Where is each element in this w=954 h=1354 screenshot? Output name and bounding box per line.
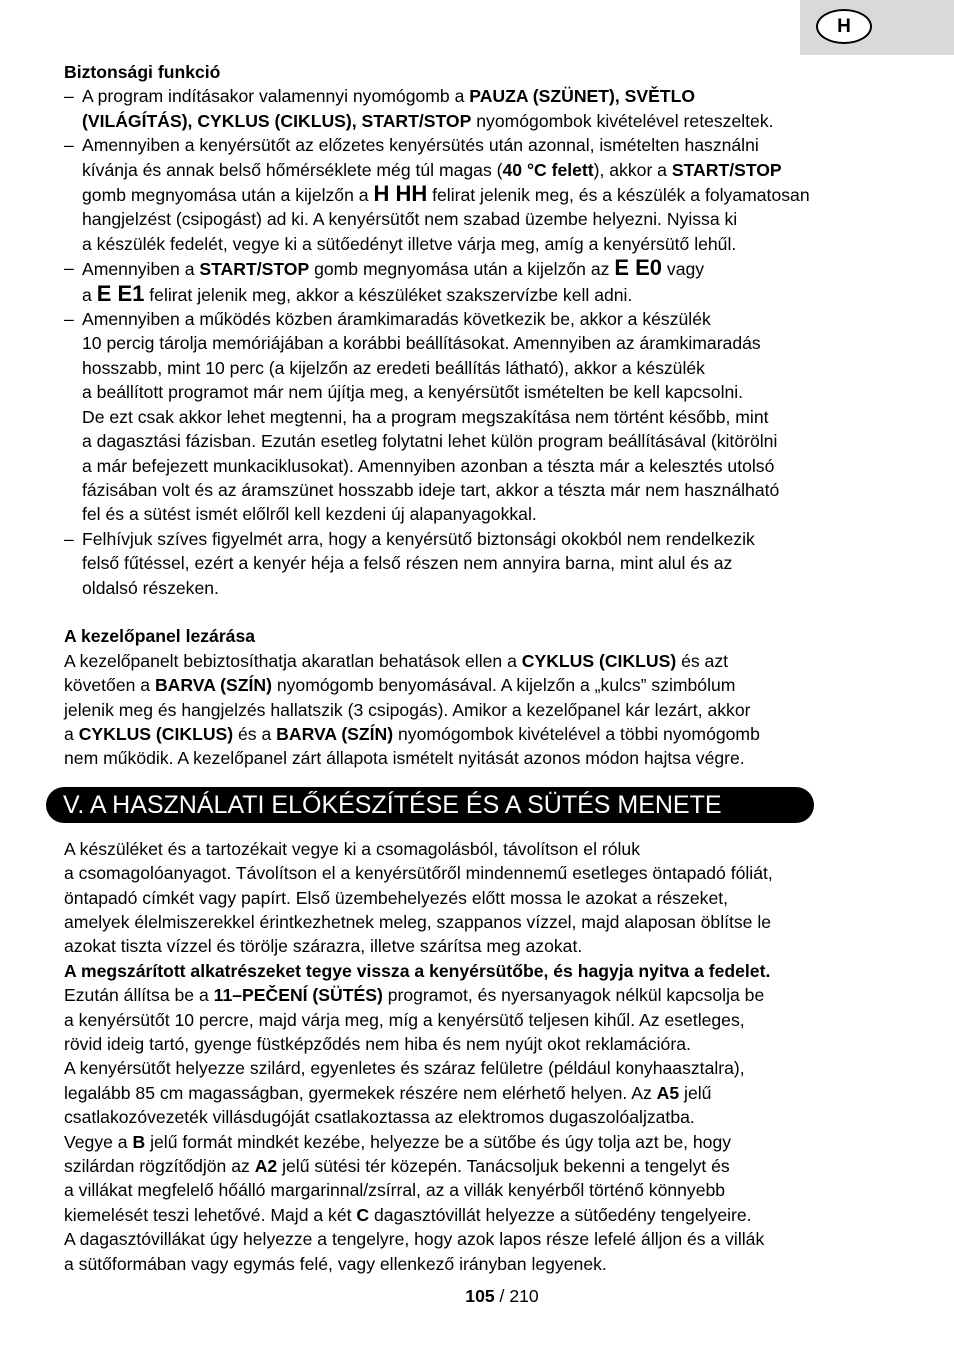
- safety-item: [64, 84, 904, 133]
- safety-item-text: Felhívjuk szíves figyelmét arra, hogy a kenyérsütő biztonsági okokból nem rendelkezik felső fűtéssel, ezért a kenyér héja a felső részen nem annyira barna, mint alul és az oldalsó részeken.: [82, 528, 755, 598]
- safety-list: [64, 84, 904, 600]
- safety-item: [64, 133, 904, 256]
- safety-item-text: Amennyiben a működés közben áramkimaradás következik be, akkor a készülék 10 percig tárolja memóriájában a korábbi beállításokat. Amennyiben az áramkimaradás hosszabb, mint 10 perc (a kijelzőn az eredeti beállítás látható), akkor a készülék a beállított programot már nem újítja meg, a kenyérsütőt ismételten be kell kapcsolni. De ezt csak akkor lehet megtenni, ha a program megszakítása nem történt később, mint a dagasztási fázisban. Ezután esetleg folytatni lehet külön program beállításával (kitörölni a már befejezett munkaciklusokat). Amennyiben azonban a tészta már a kelesztés utolsó fázisában volt és az áramszünet hosszabb ideje tart, akkor a tészta már nem használható fel és a sütést ismét előlről kell kezdeni új alapanyagokkal.: [82, 309, 780, 525]
- list-dash: –: [64, 258, 74, 279]
- page-number: [0, 1284, 954, 1308]
- safety-item: [64, 307, 904, 527]
- page-current: 105: [465, 1286, 495, 1306]
- display-code: H HH: [373, 181, 428, 207]
- section-heading: V. A HASZNÁLATI ELŐKÉSZÍTÉSE ÉS A SÜTÉS MENETE: [46, 787, 814, 823]
- display-code: E E0: [614, 255, 663, 281]
- safety-item: [64, 256, 904, 307]
- safety-title: Biztonsági funkció: [64, 62, 221, 82]
- safety-item-text: Amennyiben a kenyérsütőt az előzetes kenyérsütés után azonnal, ismételten használni kívánja és annak belső hőmérséklete még túl magas (40 °C felett), akkor a START/STOP gomb megnyomása után a kijelzőn a H HH felirat jelenik meg, és a készülék a folyamatosan hangjelzést (csipogást) ad ki. A kenyérsütőt nem szabad üzembe helyezni. Nyissa ki a készülék fedelét, vegye ki a sütőedényt illetve várja meg, amíg a kenyérsütő lehűl.: [82, 135, 810, 254]
- page-content: [64, 60, 904, 1276]
- language-badge: H: [816, 9, 872, 44]
- list-dash: –: [64, 309, 74, 330]
- lock-title: A kezelőpanel lezárása: [64, 626, 256, 647]
- page-total: / 210: [494, 1286, 539, 1306]
- language-tab: [800, 0, 954, 55]
- safety-item-text: A program indításakor valamennyi nyomógomb a PAUZA (SZÜNET), SVĚTLO (VILÁGÍTÁS), CYKLUS (CIKLUS), START/STOP nyomógombok kivételével reteszeltek.: [82, 86, 774, 131]
- list-dash: –: [64, 135, 74, 156]
- list-dash: –: [64, 86, 74, 107]
- list-dash: –: [64, 528, 74, 549]
- section-paragraph: A készüléket és a tartozékait vegye ki a csomagolásból, távolítson el róluk a csomagolóanyagot. Távolítson el a kenyérsütőről mindennemű esetleges öntapadó fóliát, öntapadó címkét vagy papírt. Első üzembehelyezés előtt mossa le azokat a részeket, amelyek élelmiszerekkel érintkezhetnek meleg, szappanos vízzel, majd alaposan öblítse le azokat tiszta vízzel és törölje szárazra, illetve szárítsa meg azokat. A megszárított alkatrészeket tegye vissza a kenyérsütőbe, és hagyja nyitva a fedelet. Ezután állítsa be a 11–PEČENÍ (SÜTÉS) programot, és nyersanyagok nélkül kapcsolja be a kenyérsütőt 10 percre, majd várja meg, míg a kenyérsütő teljesen kihűl. Az esetleges, rövid ideig tartó, gyenge füstképződés nem hiba és nem nyújt okot reklamációra. A kenyérsütőt helyezze szilárd, egyenletes és száraz felületre (például konyhaasztalra), legalább 85 cm magasságban, gyermekek részére nem elérhető helyen. Az A5 jelű csatlakozóvezeték villásdugóját csatlakoztassa az elektromos dugaszolóaljzatba. Vegye a B jelű formát mindkét kezébe, helyezze be a sütőbe és úgy tolja azt be, hogy szilárdan rögzítődjön az A2 jelű sütési tér közepén. Tanácsoljuk bekenni a tengelyt és a villákat megfelelő hőálló margarinnal/zsírral, az a villák kenyérből történő könnyebb kiemelését teszi lehetővé. Majd a két C dagasztóvillát helyezze a sütőedény tengelyeire. A dagasztóvillákat úgy helyezze a tengelyre, hogy azok lapos része lefelé álljon és a villák a sütőformában vagy egymás felé, vagy ellenkező irányban legyenek.: [64, 838, 773, 1274]
- display-code: E E1: [96, 280, 145, 306]
- lock-paragraph: A kezelőpanelt bebiztosíthatja akaratlan behatások ellen a CYKLUS (CIKLUS) és azt követően a BARVA (SZÍN) nyomógomb benyomásával. A kijelzőn a „kulcs” szimbólum jelenik meg és hangjelzés hallatszik (3 csipogás). Amikor a kezelőpanel kár lezárt, akkor a CYKLUS (CIKLUS) és a BARVA (SZÍN) nyomógombok kivételével a többi nyomógomb nem működik. A kezelőpanel zárt állapota ismételt nyitását azonos módon hajtsa végre.: [64, 650, 760, 769]
- safety-item-text: Amennyiben a START/STOP gomb megnyomása után a kijelzőn az E E0 vagy a E E1 felirat jelenik meg, akkor a készüléket szakszervízbe kell adni.: [82, 255, 705, 306]
- safety-item: [64, 527, 904, 600]
